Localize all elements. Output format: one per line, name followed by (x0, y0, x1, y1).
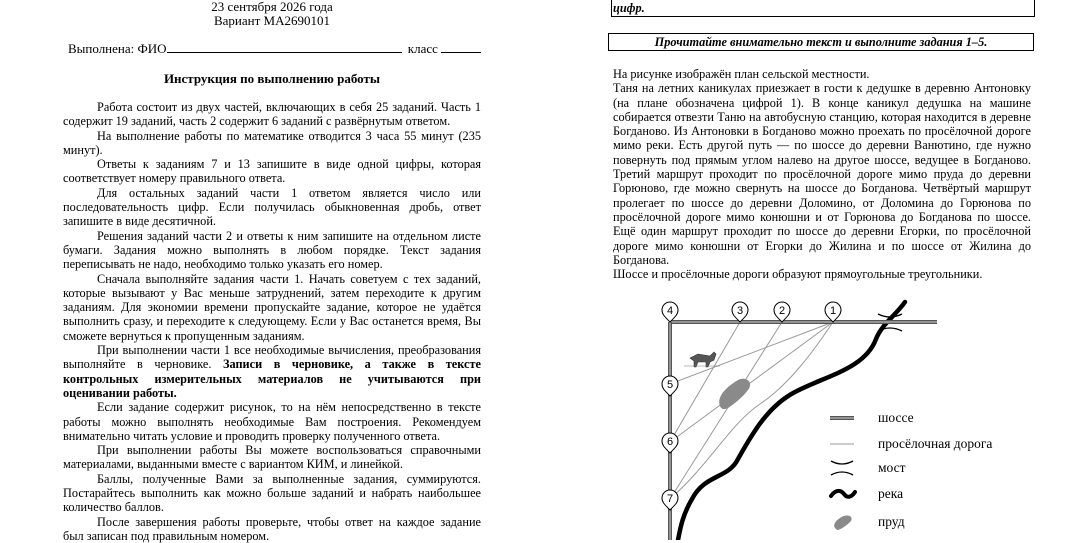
legend-label: пруд (878, 514, 905, 529)
instruction-paragraph: Ответы к заданиям 7 и 13 запишите в виде одной цифры, которая соответствует номеру правильного ответа. (63, 157, 481, 186)
instructions-column (63, 0, 481, 543)
instruction-paragraph: Сначала выполняйте задания части 1. Начать советуем с тех заданий, которые вызывают у Вас меньше затруднений, затем переходите к другим заданиям. Для экономии времени пропускайте задание, которое не удаётся выполнить сразу, и переходите к следующему. Если у Вас останется время, Вы сможете вернуться к пропущенным заданиям. (63, 271, 481, 343)
class-field[interactable] (441, 42, 481, 53)
legend-item-highway (826, 408, 1056, 428)
village-marker (732, 302, 748, 322)
fio-row (68, 41, 481, 56)
village-marker (662, 376, 678, 396)
legend-item-dirt-road (826, 434, 1056, 454)
task-text (613, 67, 1031, 281)
marker-label: 2 (778, 305, 786, 317)
dirt-road (670, 322, 833, 442)
dirt-road (670, 322, 833, 384)
task-header-box: Прочитайте внимательно текст и выполните задания 1–5. (608, 33, 1034, 51)
instructions-title: Инструкция по выполнению работы (163, 71, 381, 86)
exam-date: 23 сентября 2026 года (211, 0, 333, 14)
marker-label: 1 (829, 305, 837, 317)
instruction-paragraph: Решения заданий части 2 и ответы к ним запишите на отдельном листе бумаги. Задания можно выполнять в любом порядке. Текст задания переписывать не надо, необходимо только указать его номер. (63, 228, 481, 272)
instruction-paragraph: При выполнении работы Вы можете воспользоваться справочными материалами, выданными вместе с вариантом КИМ, и линейкой. (63, 443, 481, 472)
legend-label: мост (878, 460, 906, 475)
village-marker (662, 433, 678, 453)
pond-icon (826, 512, 860, 532)
legend-label: шоссе (878, 410, 914, 425)
instruction-paragraph: Для остальных заданий части 1 ответом является число или последовательность цифр. Если получилась обыкновенная дробь, ответ запишите в виде десятичной. (63, 185, 481, 229)
previous-box-fragment (611, 0, 1035, 17)
village-marker (774, 302, 790, 322)
instruction-paragraph: Баллы, полученные Вами за выполненные задания, суммируются. Постарайтесь выполнить как можно больше заданий и набрать наибольшее количество баллов. (63, 471, 481, 515)
village-marker (662, 490, 678, 510)
dirt-road-river (670, 322, 833, 499)
bridge-icon (826, 458, 860, 478)
task-paragraph: Шоссе и просёлочные дороги образуют прямоугольные треугольники. (613, 267, 983, 282)
legend-item-river (826, 484, 1056, 504)
dirt-road-icon (826, 434, 860, 454)
task-paragraph: Таня на летних каникулах приезжает в гости к дедушке в деревню Антоновку (на плане обозначена цифрой 1). В конце каникул дедушка на машине собирается отвезти Таню на автобусную станцию, которая находится в деревне Богданово. Из Антоновки в Богданово можно проехать по просёлочной дороге мимо реки. Есть другой путь — по шоссе до деревни Ванютино, где нужно повернуть под прямым углом налево на другое шоссе, ведущее в Богданово. Третий маршрут проходит по просёлочной дороге мимо пруда до деревни Горюново, где можно свернуть на шоссе до Богданова. Четвёртый маршрут пролегает по шоссе до деревни Доломино, от Доломина до Горюнова по просёлочной дороге мимо конюшни и от Горюнова до Богданова по шоссе. Ещё один маршрут проходит по шоссе до деревни Егорки, по просёлочной дороге мимо конюшни от Егорки до Жилина и по шоссе от Жилина до Богданова. (613, 81, 1031, 267)
draft-note-bold: Записи в черновике, а также в тексте контрольных измерительных материалов не учитываются при оценивании работы. (63, 357, 481, 400)
pond (719, 379, 750, 409)
village-marker (662, 302, 678, 322)
previous-box-text: цифр. (613, 1, 645, 15)
marker-label: 4 (666, 305, 674, 317)
legend-label: просёлочная дорога (878, 436, 993, 451)
instructions-body (63, 100, 481, 543)
instruction-paragraph: Работа состоит из двух частей, включающих в себя 25 заданий. Часть 1 содержит 19 заданий, часть 2 содержит 6 заданий с развёрнутым ответом. (63, 100, 481, 129)
instruction-paragraph: На выполнение работы по математике отводится 3 часа 55 минут (235 минут). (63, 128, 481, 157)
fio-field[interactable] (167, 42, 402, 53)
class-label: класс (407, 41, 438, 56)
village-markers (662, 302, 841, 510)
river-icon (826, 484, 860, 504)
marker-label: 7 (666, 493, 674, 505)
dirt-roads (670, 322, 833, 499)
highways (670, 322, 937, 540)
instruction-paragraph (63, 343, 481, 400)
exam-variant: Вариант МА2690101 (213, 13, 330, 28)
village-marker (825, 302, 841, 322)
legend-item-pond (826, 512, 1056, 532)
highway-icon (826, 408, 860, 428)
marker-label: 6 (666, 436, 674, 448)
task-paragraph: На рисунке изображён план сельской местности. (613, 67, 870, 81)
legend-label: река (878, 486, 904, 501)
draft-note: При выполнении части 1 все необходимые вычисления, преобразования выполняйте в черновике. (63, 343, 481, 372)
marker-label: 5 (666, 379, 674, 391)
dirt-road (670, 322, 740, 442)
fio-label: Выполнена: ФИО (68, 41, 167, 56)
instruction-paragraph: После завершения работы проверьте, чтобы ответ на каждое задание был записан под правильным номером. (63, 514, 481, 543)
instruction-paragraph: Если задание содержит рисунок, то на нём непосредственно в тексте работы можно выполнять необходимые Вам построения. Рекомендуем внимательно читать условие и проводить проверку полученного ответа. (63, 400, 481, 443)
legend-item-bridge (826, 458, 1056, 478)
marker-label: 3 (736, 305, 744, 317)
